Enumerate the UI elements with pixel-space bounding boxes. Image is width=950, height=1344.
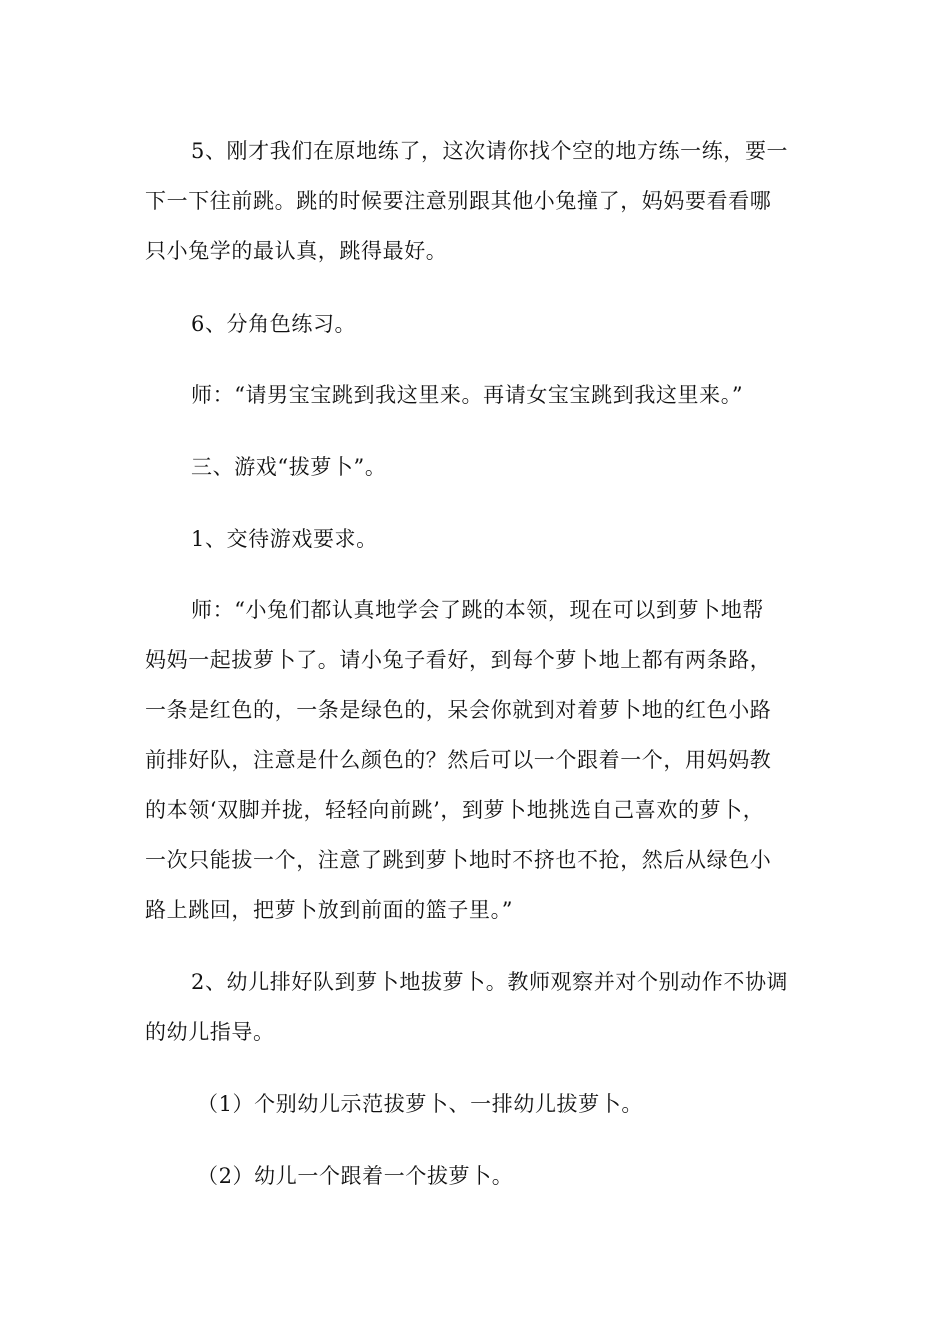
text-line: 下一下往前跳。跳的时候要注意别跟其他小兔撞了，妈妈要看看哪 <box>145 189 772 213</box>
text-line: （1）个别幼儿示范拔萝卜、一排幼儿拔萝卜。 <box>197 1092 643 1116</box>
text-line: 妈妈一起拔萝卜了。请小兔子看好，到每个萝卜地上都有两条路， <box>145 648 772 672</box>
text-line: 三、游戏“拔萝卜”。 <box>191 455 387 479</box>
text-line: 6、分角色练习。 <box>191 312 357 336</box>
text-line: 的幼儿指导。 <box>145 1020 275 1044</box>
section-heading-game <box>145 442 810 492</box>
text-line: 只小兔学的最认真，跳得最好。 <box>145 239 448 263</box>
text-line: 一次只能拔一个，注意了跳到萝卜地时不挤也不抢，然后从绿色小 <box>145 848 772 872</box>
text-line: 5、刚才我们在原地练了，这次请你找个空的地方练一练，要一 <box>191 139 789 163</box>
text-line: 2、幼儿排好队到萝卜地拔萝卜。教师观察并对个别动作不协调 <box>191 970 789 994</box>
paragraph-step-6 <box>145 299 810 349</box>
text-line: 师：“请男宝宝跳到我这里来。再请女宝宝跳到我这里来。” <box>191 383 744 407</box>
text-line: 1、交待游戏要求。 <box>191 527 378 551</box>
paragraph-substep-2 <box>145 1151 810 1201</box>
paragraph-step-2 <box>145 957 810 1057</box>
text-line: 师：“小兔们都认真地学会了跳的本领，现在可以到萝卜地帮 <box>191 598 764 622</box>
paragraph-teacher-instructions <box>145 585 810 935</box>
text-line: （2）幼儿一个跟着一个拔萝卜。 <box>197 1164 514 1188</box>
paragraph-substep-1 <box>145 1079 810 1129</box>
text-line: 前排好队，注意是什么颜色的？然后可以一个跟着一个，用妈妈教 <box>145 748 772 772</box>
paragraph-step-5 <box>145 126 810 276</box>
text-line: 路上跳回，把萝卜放到前面的篮子里。” <box>145 898 514 922</box>
paragraph-teacher-line-1 <box>145 370 810 420</box>
text-line: 的本领‘双脚并拢，轻轻向前跳’，到萝卜地挑选自己喜欢的萝卜， <box>145 798 765 822</box>
text-line: 一条是红色的，一条是绿色的，呆会你就到对着萝卜地的红色小路 <box>145 698 772 722</box>
paragraph-step-1 <box>145 514 810 564</box>
